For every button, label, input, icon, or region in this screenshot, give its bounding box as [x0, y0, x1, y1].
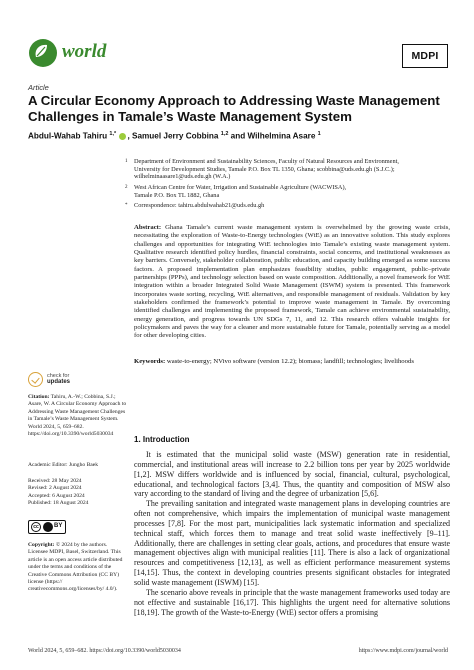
- section-heading: 1. Introduction: [134, 435, 190, 444]
- abstract-text: Ghana Tamale’s current waste management system is overwhelmed by the growing waste crisis, necessitating the exploration of Waste-to-Energy technologies (WtE) as an innovative solution. This study explores challenges and opportunities for integrating WtE technologies into Tamale’s existing waste management system. Qualitative research identified policy hurdles, financial constraints, social concerns, and institutional weaknesses as key barriers. Conversely, stakeholder collaboration, public education, and capacity building emerged as some success factors. A proposed implementation plan emphasizes feasibility studies, public engagement, public–private partnerships (PPPs), and technology selection based on waste composition. Additionally, a novel framework for WtE integration within a broader Integrated Solid Waste Management (ISWM) system is presented. This framework incorporates waste sorting, recycling, WtE alternatives, and responsible management of residuals. Validation by key stakeholders confirmed the framework’s potential to improve waste management in Tamale. By overcoming identified challenges and implementing the proposed framework, Tamale can achieve environmental sustainability, energy generation, and progress towards UN SDGs 7, 11, and 12. This research offers valuable insights for policymakers and paves the way for a cleaner and more sustainable future for Tamale, potentially serving as a model for other developing cities.: [134, 224, 451, 340]
- academic-editor: Academic Editor: Jungho Baek: [28, 462, 99, 468]
- introduction-body: [134, 450, 450, 617]
- article-title: A Circular Economy Approach to Addressing Waste Management Challenges in Tamale’s Waste Management System: [28, 93, 440, 124]
- footer-citation[interactable]: World 2024, 5, 659–682. https://doi.org/10.3390/world5030034: [28, 648, 181, 654]
- mdpi-logo: MDPI: [402, 44, 448, 68]
- author-name[interactable]: and Wilhelmina Asare: [230, 131, 316, 141]
- author-name[interactable]: Abdul-Wahab Tahiru: [28, 131, 108, 141]
- copyright: Copyright: © 2024 by the authors. Licensee MDPI, Basel, Switzerland. This article is an open access article distributed under the terms and conditions of the Creative Commons Attribution (CC BY) license (https:// creativecommons.org/licenses/by/ 4.0/).: [28, 542, 123, 593]
- person-icon: [43, 522, 53, 532]
- author-name[interactable]: Samuel Jerry Cobbina: [132, 131, 219, 141]
- abstract: [134, 224, 450, 341]
- orcid-icon[interactable]: [119, 133, 126, 140]
- article-type: Article: [28, 83, 49, 92]
- abstract-label: Abstract:: [134, 224, 162, 231]
- keywords: [134, 358, 450, 366]
- keywords-label: Keywords:: [134, 358, 166, 365]
- affiliation-2: 2 West African Centre for Water, Irrigation and Sustainable Agriculture (WACWISA), Tamale P.O. Box TL 1882, Ghana: [125, 184, 347, 199]
- keywords-text: waste-to-energy; NVivo software (version 12.2); biomass; landfill; technologies; livelihoods: [166, 358, 414, 365]
- journal-name: world: [62, 41, 107, 62]
- check-for-updates-button[interactable]: check for updates: [28, 372, 118, 390]
- publication-dates: Received: 28 May 2024 Revised: 2 August 2024 Accepted: 6 August 2024 Published: 18 August 2024: [28, 478, 89, 507]
- affiliation-1: 1 Department of Environment and Sustainability Sciences, Faculty of Natural Resources and Environment, University for Development Studies, Tamale P.O. Box TL 1350, Ghana; scobbina@uds.edu.gh (S.J.C.); wilhelminaasare1@uds.edu.gh (W.A.): [125, 158, 399, 181]
- footer-journal-link[interactable]: https://www.mdpi.com/journal/world: [358, 648, 448, 654]
- paragraph: The scenario above reveals in principle that the waste management frameworks used today are not effective and sustainable [16,17]. This highlights the urgent need for alternative solutions [18,19]. The growth of the Waste-to-Energy (WtE) sector offers a promising: [134, 587, 450, 617]
- paragraph: The prevailing sanitation and integrated waste management plans in developing countries are often not comprehensive, which impairs the implementation of municipal waste management processes [7,8]. For the most part, municipalities lack systematic information and specialized technical staff, which forces them to manage and treat solid waste ineffectively [9–11]. Additionally, there are challenges in setting clear goals, actions, and procedures that ensure waste management objectives align with municipal realities [11]. There is also a lack of organizational resources and competitiveness [12,13], as well as efficient performance measurement systems [14,15]. Thus, the context in developing countries presents significant obstacles for integrated solid waste management (ISWM) [15].: [134, 499, 450, 587]
- cc-by-license-badge[interactable]: cc BY: [28, 520, 66, 534]
- check-updates-icon: [28, 372, 43, 387]
- correspondence: * Correspondence: tahiru.abdulwahab21@uds.edu.gh: [125, 202, 265, 209]
- paragraph: It is estimated that the municipal solid waste (MSW) generation rate in residential, commercial, and institutional areas will increase to 2.2 billion tons per year by 2025 worldwide [1,2]. MSW differs worldwide and is influenced by social, financial, cultural, psychological, educational, and technological factors [3,4]. Thus, the quantity and composition of MSW also vary according to the standard of living and the degree of urbanization [5,6].: [134, 450, 450, 499]
- world-logo-icon: [28, 38, 58, 68]
- citation: Citation: Tahiru, A.-W.; Cobbina, S.J.; Asare, W. A Circular Economy Approach to Addressing Waste Management Challenges in Tamale’s Waste Management System. World 2024, 5, 659–682. https://doi.org/10.3390/world5030034: [28, 394, 127, 438]
- author-list: Abdul-Wahab Tahiru $^{1,*}$ , Samuel Jerry Cobbina $^{1,2}$ and Wilhelmina Asare $^1$: [28, 131, 321, 141]
